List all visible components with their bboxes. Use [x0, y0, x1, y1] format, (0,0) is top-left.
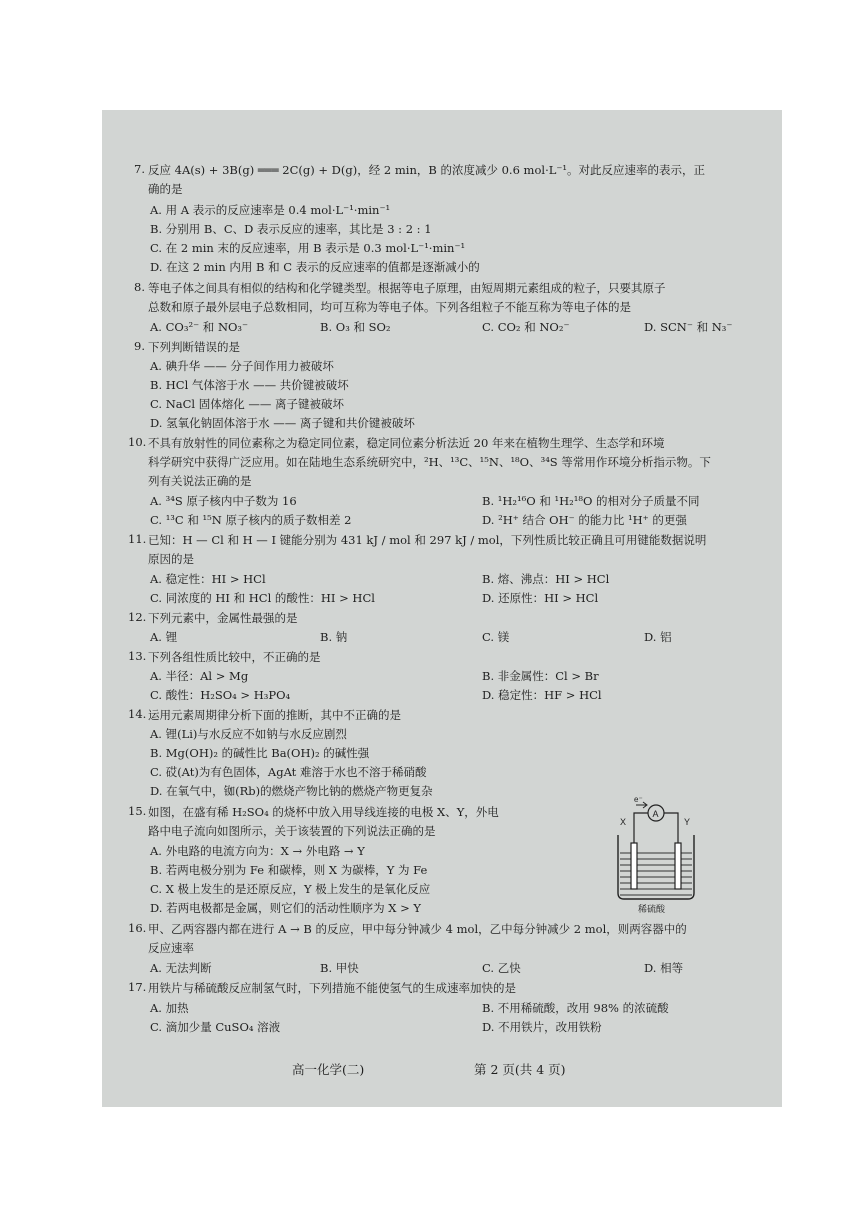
question-14-number: 14. [128, 707, 147, 721]
question-7-stem-line-2: 确的是 [148, 182, 183, 196]
question-8-option-a: A. CO₃²⁻ 和 NO₃⁻ [150, 320, 249, 334]
question-9-option-b: B. HCl 气体溶于水 —— 共价键被破坏 [150, 378, 349, 392]
question-7-stem-line-1: 反应 4A(s) + 3B(g) ═══ 2C(g) + D(g)，经 2 min，B 的浓度减少 0.6 mol·L⁻¹。对此反应速率的表示，正 [148, 163, 706, 177]
question-11-option-d: D. 还原性：HI > HCl [482, 591, 599, 605]
question-11-option-a: A. 稳定性：HI > HCl [150, 572, 266, 586]
question-10-stem-line-1: 不具有放射性的同位素称之为稳定同位素，稳定同位素分析法近 20 年来在植物生理学、生态学和环境 [148, 436, 665, 450]
question-13-option-b: B. 非金属性：Cl > Br [482, 669, 599, 683]
question-13-option-a: A. 半径：Al > Mg [150, 669, 249, 683]
footer-page-number: 第 2 页(共 4 页) [474, 1062, 566, 1077]
question-9-option-d: D. 氢氧化钠固体溶于水 —— 离子键和共价键被破坏 [150, 416, 415, 430]
question-15-option-b: B. 若两电极分别为 Fe 和碳棒，则 X 为碳棒，Y 为 Fe [150, 863, 428, 877]
question-17-number: 17. [128, 980, 147, 994]
question-11-option-b: B. 熔、沸点：HI > HCl [482, 572, 610, 586]
question-7-number: 7. [134, 162, 145, 176]
question-15-stem-line-2: 路中电子流向如图所示，关于该装置的下列说法正确的是 [148, 824, 436, 838]
question-12-option-c: C. 镁 [482, 630, 510, 644]
beaker-caption: 稀硫酸 [638, 905, 666, 915]
question-15-option-a: A. 外电路的电流方向为：X → 外电路 → Y [150, 844, 365, 858]
electrode-y [675, 843, 681, 889]
question-13-option-c: C. 酸性：H₂SO₄ > H₃PO₄ [150, 688, 291, 702]
question-17-option-a: A. 加热 [150, 1001, 189, 1015]
question-8-option-d: D. SCN⁻ 和 N₃⁻ [644, 320, 733, 334]
question-8-option-c: C. CO₂ 和 NO₂⁻ [482, 320, 570, 334]
question-16-stem-line-2: 反应速率 [148, 941, 194, 955]
question-17-stem-line-1: 用铁片与稀硫酸反应制氢气时，下列措施不能使氢气的生成速率加快的是 [148, 981, 516, 995]
question-14-stem-line-1: 运用元素周期律分析下面的推断，其中不正确的是 [148, 708, 401, 722]
question-7-option-a: A. 用 A 表示的反应速率是 0.4 mol·L⁻¹·min⁻¹ [150, 203, 391, 217]
question-12-option-a: A. 锂 [150, 630, 178, 644]
question-9-option-c: C. NaCl 固体熔化 —— 离子键被破坏 [150, 397, 345, 411]
question-8-stem-line-2: 总数和原子最外层电子总数相同，均可互称为等电子体。下列各组粒子不能互称为等电子体的是 [148, 300, 631, 314]
question-9-option-a: A. 碘升华 —— 分子间作用力被破坏 [150, 359, 334, 373]
question-10-option-a: A. ³⁴S 原子核内中子数为 16 [150, 494, 297, 508]
question-12-number: 12. [128, 610, 147, 624]
question-11-option-c: C. 同浓度的 HI 和 HCl 的酸性：HI > HCl [150, 591, 375, 605]
question-17-option-c: C. 滴加少量 CuSO₄ 溶液 [150, 1020, 281, 1034]
electrode-y-label: Y [684, 817, 691, 827]
electron-label: e⁻ [634, 795, 643, 804]
question-11-number: 11. [128, 532, 147, 546]
cell-diagram-svg [612, 795, 702, 915]
question-16-stem-line-1: 甲、乙两容器内都在进行 A → B 的反应，甲中每分钟减少 4 mol，乙中每分钟减少 2 mol，则两容器中的 [148, 922, 687, 936]
question-16-option-c: C. 乙快 [482, 961, 521, 975]
question-13-number: 13. [128, 649, 147, 663]
question-16-option-b: B. 甲快 [320, 961, 359, 975]
question-14-option-d: D. 在氧气中，铷(Rb)的燃烧产物比钠的燃烧产物更复杂 [150, 784, 433, 798]
question-14-option-a: A. 锂(Li)与水反应不如钠与水反应剧烈 [150, 727, 347, 741]
question-17-option-d: D. 不用铁片，改用铁粉 [482, 1020, 602, 1034]
question-7-option-c: C. 在 2 min 末的反应速率，用 B 表示是 0.3 mol·L⁻¹·min⁻¹ [150, 241, 466, 255]
question-13-stem-line-1: 下列各组性质比较中，不正确的是 [148, 650, 321, 664]
question-13-option-d: D. 稳定性：HF > HCl [482, 688, 602, 702]
question-7-option-d: D. 在这 2 min 内用 B 和 C 表示的反应速率的值都是逐渐减小的 [150, 260, 480, 274]
electrolytic-cell-figure [612, 795, 702, 915]
footer-subject: 高一化学(二) [292, 1062, 365, 1077]
question-16-option-a: A. 无法判断 [150, 961, 212, 975]
exam-sheet [102, 110, 782, 1107]
question-15-option-c: C. X 极上发生的是还原反应，Y 极上发生的是氧化反应 [150, 882, 431, 896]
electrode-x [631, 843, 637, 889]
electrode-x-label: X [620, 817, 627, 827]
question-12-stem-line-1: 下列元素中，金属性最强的是 [148, 611, 298, 625]
question-10-stem-line-3: 列有关说法正确的是 [148, 474, 252, 488]
question-10-option-b: B. ¹H₂¹⁶O 和 ¹H₂¹⁸O 的相对分子质量不同 [482, 494, 700, 508]
ammeter-label: A [652, 809, 659, 819]
question-8-number: 8. [134, 280, 145, 294]
question-17-option-b: B. 不用稀硫酸，改用 98% 的浓硫酸 [482, 1001, 669, 1015]
question-12-option-d: D. 铝 [644, 630, 672, 644]
question-9-number: 9. [134, 339, 145, 353]
question-16-number: 16. [128, 921, 147, 935]
question-14-option-c: C. 砹(At)为有色固体，AgAt 难溶于水也不溶于稀硝酸 [150, 765, 427, 779]
question-10-number: 10. [128, 435, 147, 449]
question-16-option-d: D. 相等 [644, 961, 684, 975]
question-12-option-b: B. 钠 [320, 630, 348, 644]
question-15-option-d: D. 若两电极都是金属，则它们的活动性顺序为 X > Y [150, 901, 422, 915]
question-8-option-b: B. O₃ 和 SO₂ [320, 320, 391, 334]
question-10-stem-line-2: 科学研究中获得广泛应用。如在陆地生态系统研究中，²H、¹³C、¹⁵N、¹⁸O、³⁴S 等常用作环境分析指示物。下 [148, 455, 711, 469]
question-10-option-c: C. ¹³C 和 ¹⁵N 原子核内的质子数相差 2 [150, 513, 352, 527]
question-15-stem-line-1: 如图，在盛有稀 H₂SO₄ 的烧杯中放入用导线连接的电极 X、Y，外电 [148, 805, 499, 819]
question-11-stem-line-2: 原因的是 [148, 552, 194, 566]
question-7-option-b: B. 分别用 B、C、D 表示反应的速率，其比是 3 : 2 : 1 [150, 222, 432, 236]
question-10-option-d: D. ²H⁺ 结合 OH⁻ 的能力比 ¹H⁺ 的更强 [482, 513, 687, 527]
question-9-stem-line-1: 下列判断错误的是 [148, 340, 240, 354]
question-11-stem-line-1: 已知：H — Cl 和 H — I 键能分别为 431 kJ / mol 和 297 kJ / mol，下列性质比较正确且可用键能数据说明 [148, 533, 707, 547]
question-8-stem-line-1: 等电子体之间具有相似的结构和化学键类型。根据等电子原理，由短周期元素组成的粒子，只要其原子 [148, 281, 666, 295]
question-15-number: 15. [128, 804, 147, 818]
question-14-option-b: B. Mg(OH)₂ 的碱性比 Ba(OH)₂ 的碱性强 [150, 746, 370, 760]
